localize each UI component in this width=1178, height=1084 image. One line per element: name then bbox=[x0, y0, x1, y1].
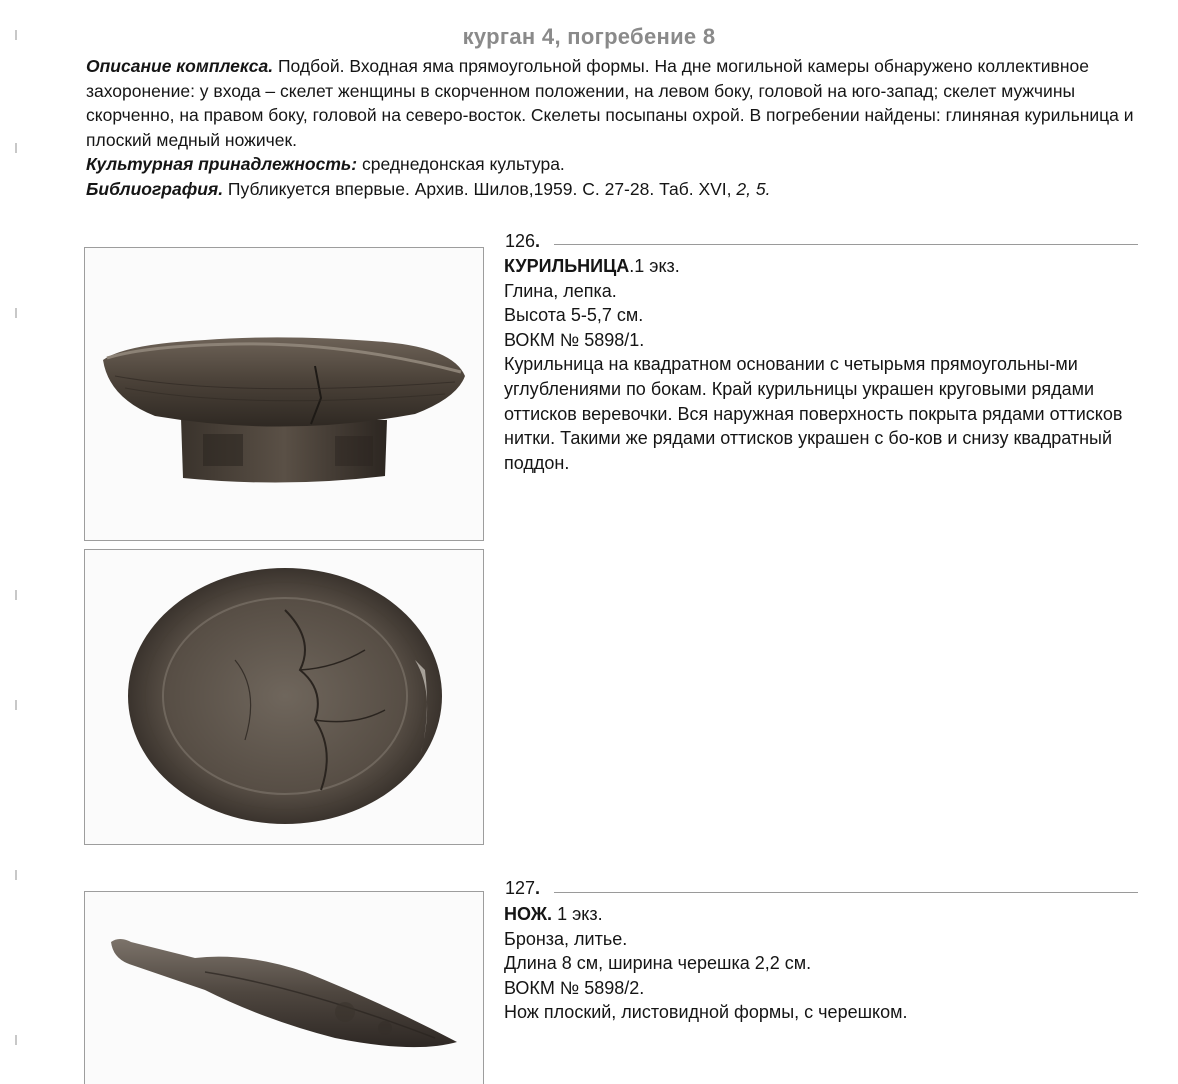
item-127-text bbox=[504, 902, 1144, 1025]
item-name: НОЖ. bbox=[504, 904, 553, 924]
item-size: Длина 8 см, ширина черешка 2,2 см. bbox=[504, 953, 812, 974]
culture-line bbox=[86, 152, 1146, 177]
item-name-line: КУРИЛЬНИЦА.1 экз. bbox=[504, 256, 680, 276]
item-size: Высота 5-5,7 см. bbox=[504, 305, 644, 326]
knife-image bbox=[85, 892, 483, 1084]
scan-mark bbox=[15, 700, 17, 710]
description-label: Описание комплекса. bbox=[86, 56, 274, 76]
page-title: курган 4, погребение 8 bbox=[462, 24, 716, 49]
complex-description bbox=[86, 54, 1146, 201]
item-name: КУРИЛЬНИЦА bbox=[504, 256, 630, 276]
item-inventory: ВОКМ № 5898/2. bbox=[504, 977, 645, 998]
scan-mark bbox=[15, 143, 17, 153]
knife-photo bbox=[84, 891, 484, 1084]
item-126-text bbox=[504, 254, 1144, 475]
incense-burner-top-image bbox=[85, 550, 483, 844]
bibliography-refs: 2, 5. bbox=[736, 178, 771, 199]
item-divider bbox=[554, 244, 1138, 245]
culture-label: Культурная принадлежность: bbox=[86, 154, 358, 174]
bibliography-label: Библиография. bbox=[86, 178, 224, 199]
scan-mark bbox=[15, 870, 17, 880]
description-text: Подбой. Входная яма прямоугольной формы. На дне могильной камеры обнаружено коллективное захоронение: у входа – скелет женщины в скорченном положении, на левом боку, головой на юго-запад; скелет мужчины скорченно, на правом боку, головой на северо-восток. Скелеты посыпаны охрой. В погребении найдены: глиняная курильница и плоский медный ножичек. bbox=[86, 56, 1134, 150]
description-paragraph bbox=[86, 54, 1146, 152]
item-material: Бронза, литье. bbox=[504, 928, 628, 949]
bibliography-line bbox=[86, 177, 1146, 202]
incense-burner-top-photo bbox=[84, 549, 484, 845]
culture-text: среднедонская культура. bbox=[357, 154, 565, 174]
item-description: Курильница на квадратном основании с четырьмя прямоугольны-ми углублениями по бокам. Край курильницы украшен круговыми рядами оттисков веревочки. Вся наружная поверхность покрыта рядами оттисков нитки. Такими же рядами оттисков украшен с бо-ков и снизу квадратный поддон. bbox=[504, 354, 1123, 473]
scan-mark bbox=[15, 1035, 17, 1045]
item-number: 126. bbox=[505, 231, 541, 251]
incense-burner-side-image bbox=[85, 248, 483, 540]
item-description: Нож плоский, листовидной формы, с черешком. bbox=[504, 1002, 908, 1023]
item-number: 127. bbox=[505, 878, 541, 898]
item-count: 1 экз. bbox=[634, 256, 680, 276]
bibliography-text: Публикуется впервые. Архив. Шилов,1959. С. 27-28. Таб. XVI, bbox=[223, 178, 737, 199]
item-count: 1 экз. bbox=[557, 904, 603, 924]
incense-burner-side-photo bbox=[84, 247, 484, 541]
item-inventory: ВОКМ № 5898/1. bbox=[504, 329, 645, 350]
item-divider bbox=[554, 892, 1138, 893]
scan-mark bbox=[15, 590, 17, 600]
item-material: Глина, лепка. bbox=[504, 280, 617, 301]
scan-mark bbox=[15, 308, 17, 318]
item-name-line bbox=[504, 902, 1144, 927]
